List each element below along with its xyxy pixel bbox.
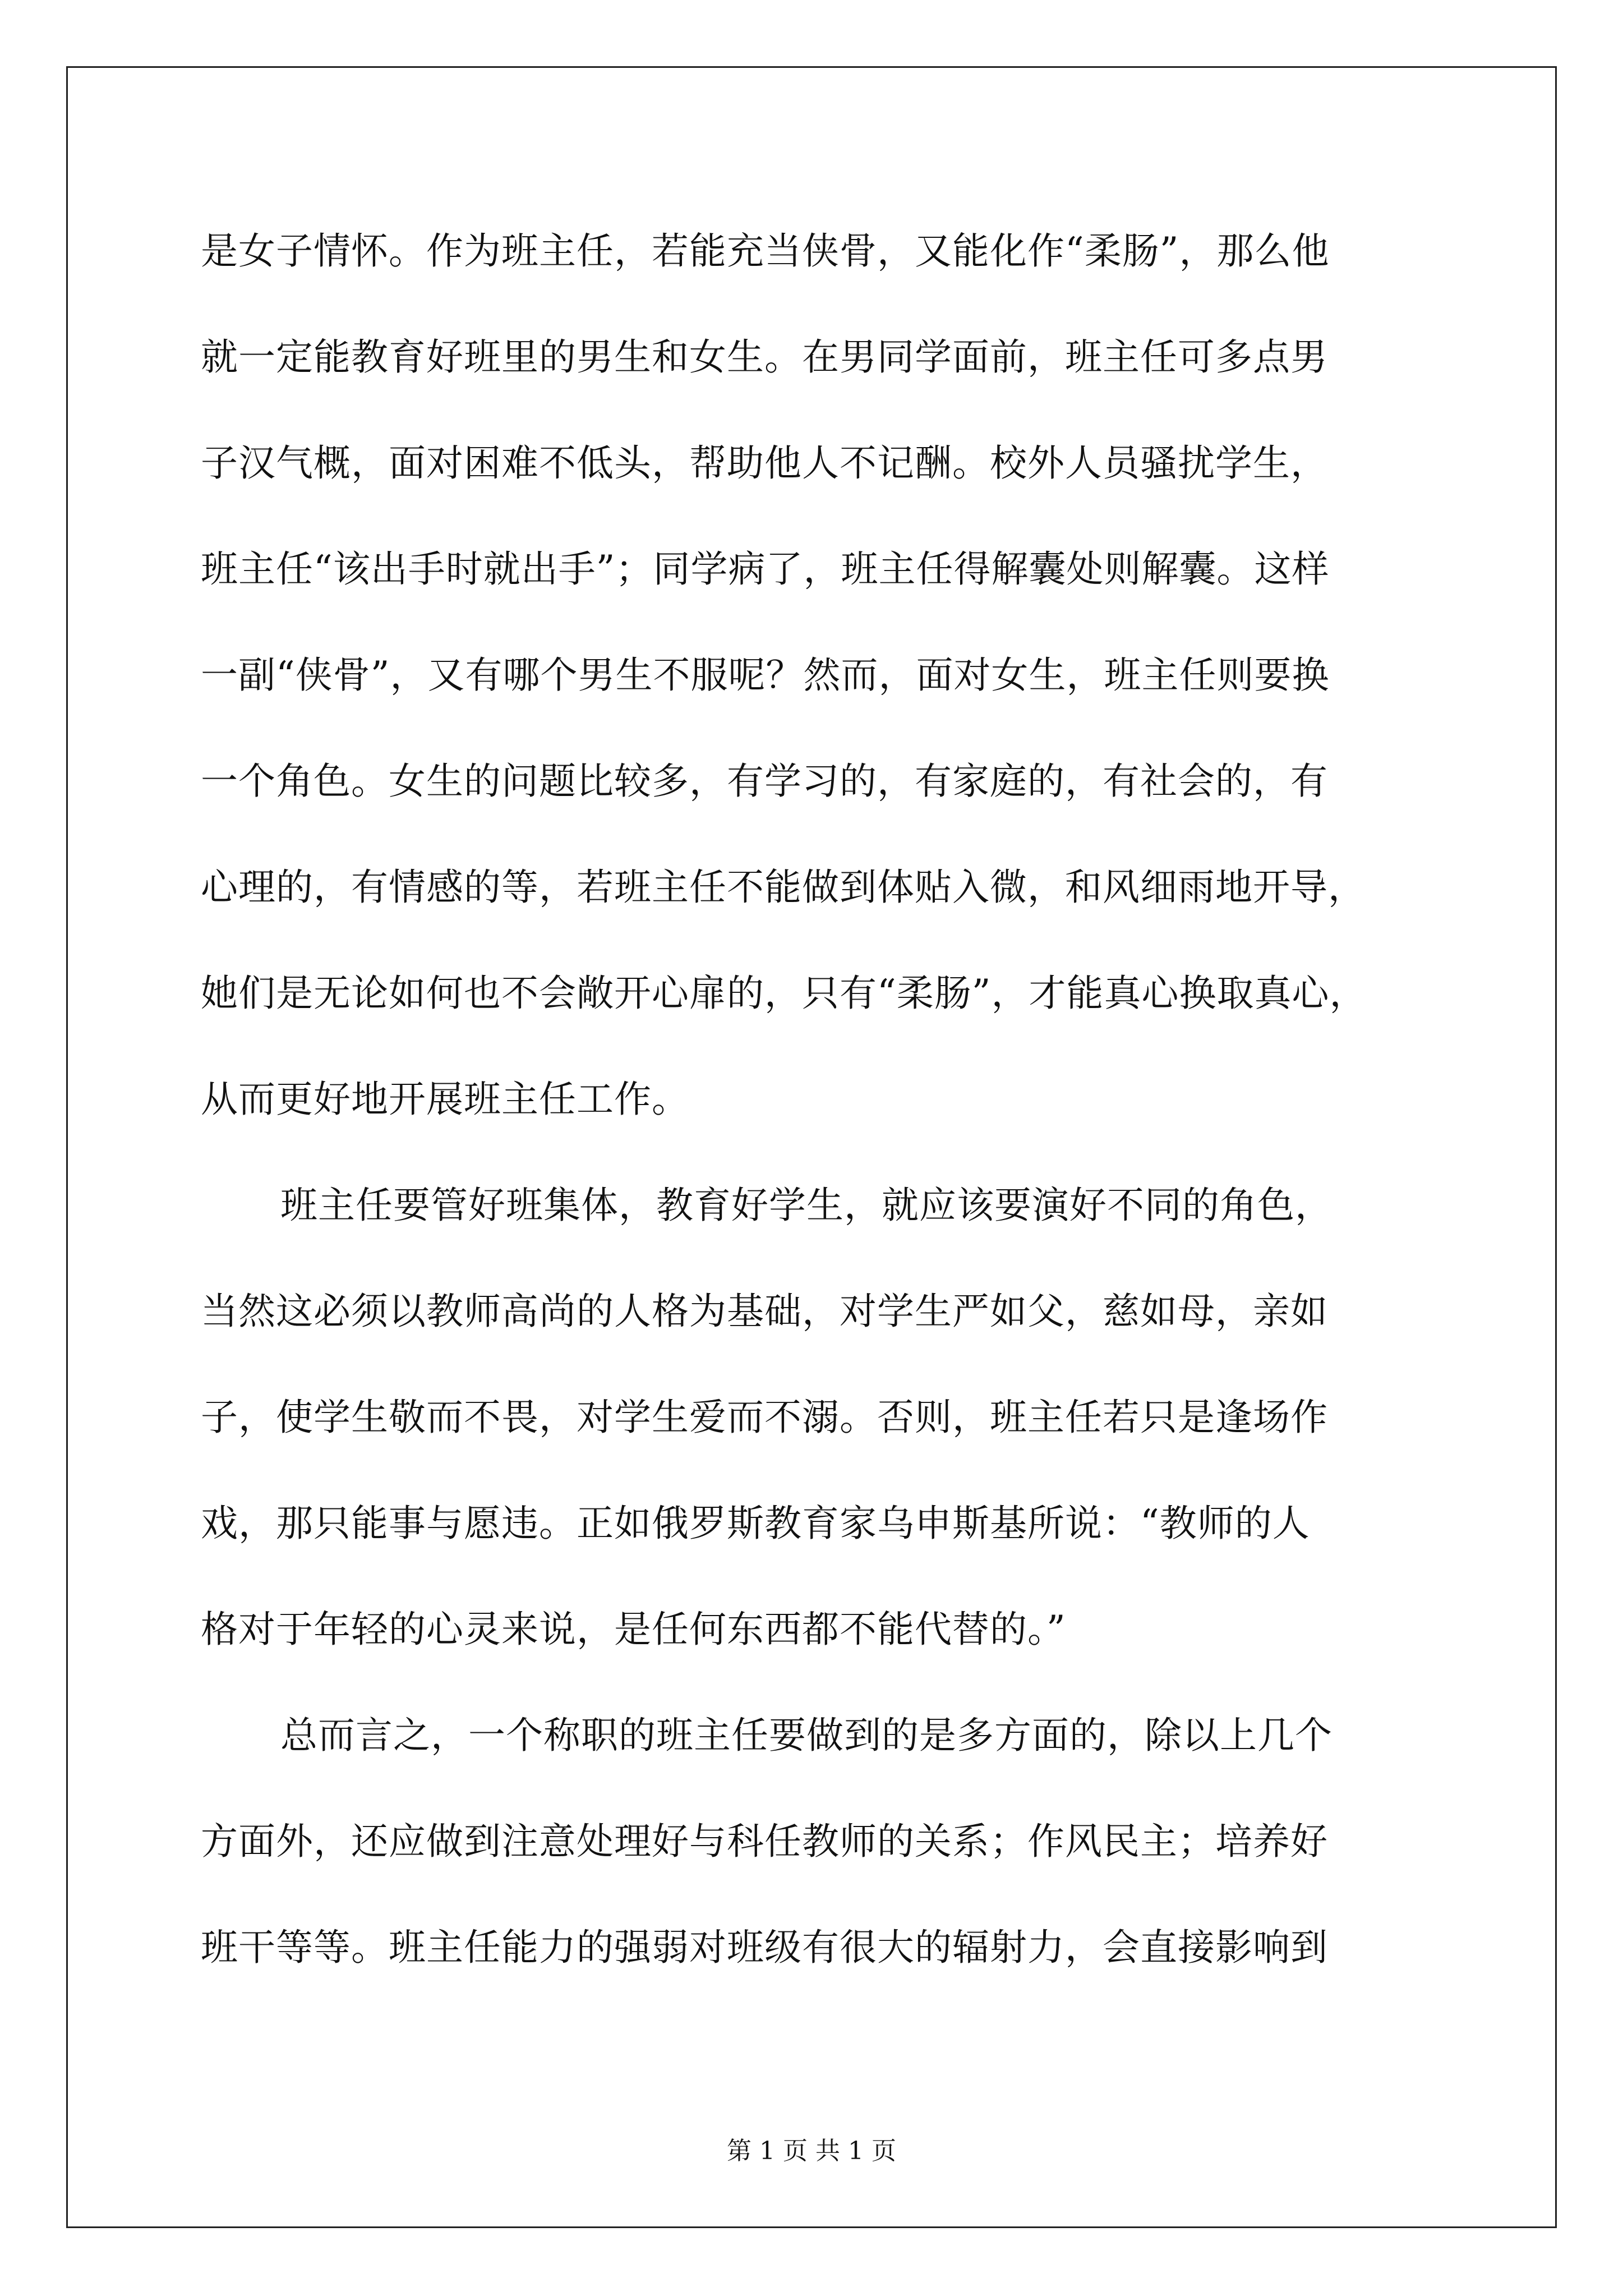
- text-line: 戏，那只能事与愿违。正如俄罗斯教育家乌申斯基所说：“教师的人: [201, 1502, 1310, 1545]
- text-line: 从而更好地开展班主任工作。: [201, 1078, 689, 1121]
- text-line: 是女子情怀。作为班主任，若能充当侠骨，又能化作“柔肠”，那么他: [201, 229, 1330, 273]
- text-line: 一副“侠骨”，又有哪个男生不服呢？然而，面对女生，班主任则要换: [201, 654, 1330, 697]
- paragraph-first-line: 总而言之，一个称职的班主任要做到的是多方面的，除以上几个: [280, 1714, 1332, 1757]
- page-border: [66, 66, 1557, 2228]
- text-line: 方面外，还应做到注意处理好与科任教师的关系；作风民主；培养好: [201, 1820, 1328, 1863]
- page-number: 第 1 页 共 1 页: [727, 2137, 896, 2165]
- text-line: 子汉气概，面对困难不低头，帮助他人不记酬。校外人员骚扰学生，: [201, 441, 1328, 485]
- text-line: 班干等等。班主任能力的强弱对班级有很大的辐射力，会直接影响到: [201, 1926, 1328, 1969]
- text-line: 格对于年轻的心灵来说，是任何东西都不能代替的。”: [201, 1608, 1066, 1651]
- paragraph-first-line: 班主任要管好班集体，教育好学生，就应该要演好不同的角色，: [280, 1184, 1332, 1227]
- text-line: 就一定能教育好班里的男生和女生。在男同学面前，班主任可多点男: [201, 335, 1328, 379]
- text-line: 当然这必须以教师高尚的人格为基础，对学生严如父，慈如母，亲如: [201, 1290, 1328, 1333]
- text-line: 子，使学生敬而不畏，对学生爱而不溺。否则，班主任若只是逢场作: [201, 1396, 1328, 1439]
- text-line: 她们是无论如何也不会敞开心扉的，只有“柔肠”，才能真心换取真心，: [201, 972, 1367, 1015]
- text-line: 班主任“该出手时就出手”；同学病了，班主任得解囊处则解囊。这样: [201, 547, 1330, 591]
- text-line: 一个角色。女生的问题比较多，有学习的，有家庭的，有社会的，有: [201, 760, 1328, 803]
- text-line: 心理的，有情感的等，若班主任不能做到体贴入微，和风细雨地开导，: [201, 866, 1366, 909]
